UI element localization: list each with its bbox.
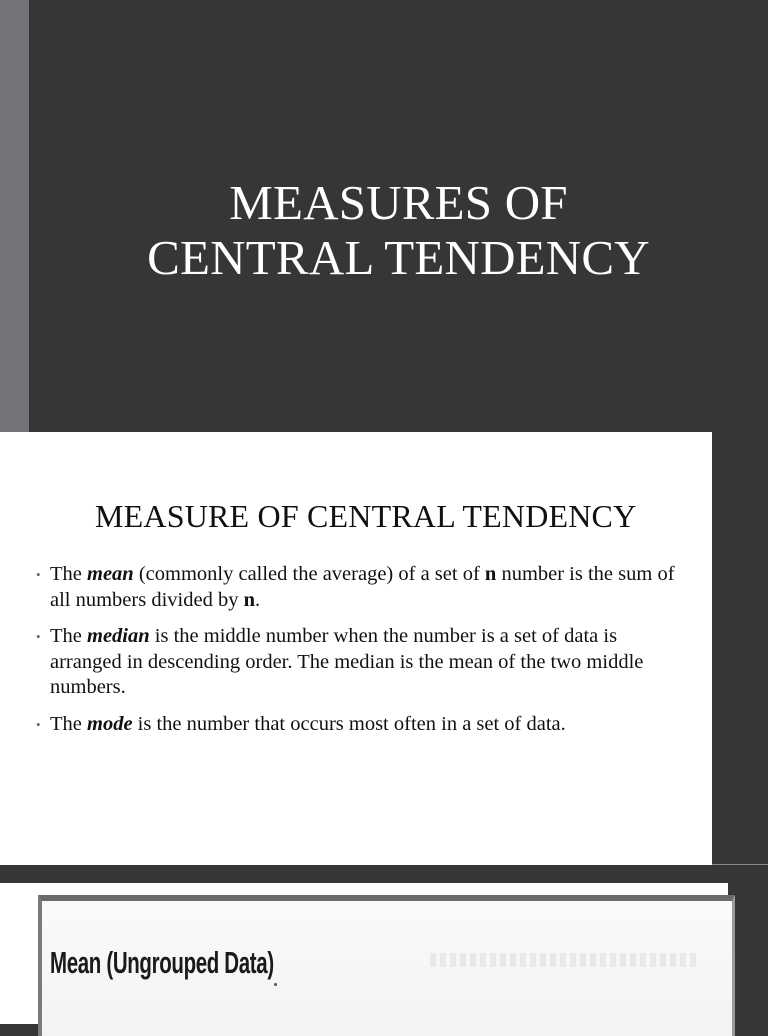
- text: (commonly called the average) of a set of: [133, 563, 485, 585]
- text: is the number that occurs most often in a set of data.: [132, 712, 566, 735]
- bullet-icon: •: [36, 567, 41, 582]
- symbol-n: n: [484, 563, 497, 585]
- bullet-icon: •: [36, 629, 41, 644]
- scan-speck: [274, 983, 277, 986]
- list-item-median: [36, 624, 686, 701]
- divider-line: [712, 864, 768, 865]
- slide-heading: MEASURE OF CENTRAL TENDENCY: [95, 498, 637, 534]
- list-item-mode: [36, 712, 686, 738]
- text: is the middle number when the number is a set of data is arranged in descending order. The median is the mean of the two middle numbers.: [50, 625, 644, 698]
- slide-title-line-2: CENTRAL TENDENCY: [147, 230, 650, 285]
- text: .: [255, 588, 261, 611]
- bullet-icon: •: [36, 716, 41, 732]
- slide-title: [29, 175, 768, 285]
- term-mode: mode: [87, 712, 133, 735]
- text: The: [50, 712, 87, 735]
- slide-title-line-1: MEASURES OF: [229, 175, 568, 230]
- content-slide: [0, 432, 712, 865]
- text: The: [50, 563, 87, 585]
- accent-bar: [0, 0, 29, 432]
- scanned-slide: [0, 883, 728, 1024]
- list-item-mean: [36, 562, 686, 613]
- text: The: [50, 625, 87, 647]
- definition-list: [36, 562, 686, 748]
- term-mean: mean: [87, 563, 134, 585]
- term-median: median: [87, 625, 150, 647]
- title-slide: [0, 0, 768, 432]
- scan-heading: Mean (Ungrouped Data): [50, 945, 274, 980]
- faint-bleedthrough: [430, 953, 700, 967]
- text: number is the sum of all numbers divided by: [50, 563, 675, 611]
- symbol-n: n: [243, 588, 255, 611]
